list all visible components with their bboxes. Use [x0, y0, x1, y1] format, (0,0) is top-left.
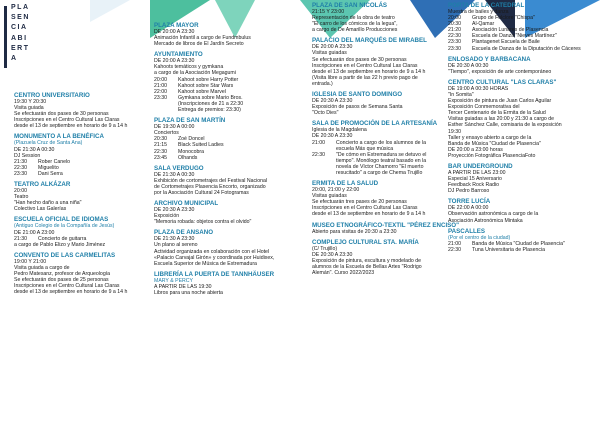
venue-detail-line: Banda de Música "Ciudad de Plasencia" — [448, 140, 541, 147]
schedule-time: 22:30 — [448, 246, 461, 253]
venue-detail-line: a cargo de De Amarillo Producciones — [312, 27, 398, 34]
schedule-time: 22:30 — [14, 164, 27, 171]
schedule-activity: Rober Canelo — [38, 158, 71, 165]
venue-title: ERMITA DE LA SALUD — [312, 180, 379, 188]
venue-detail-line: 20:00 — [14, 188, 27, 195]
schedule-activity: Escuela de Danza de la Diputación de Cáceres — [472, 45, 581, 52]
venue-title: MUSEO ETNOGRÁFICO-TEXTIL "PÉREZ ENCISO" — [312, 221, 460, 229]
venue-section — [312, 91, 460, 116]
venue-detail-line: DE 20:30 A 23:30 — [154, 207, 195, 214]
schedule-activity: resucitado" a cargo de Chema Trujillo — [336, 169, 423, 176]
venue-detail-line: Taller y ensayo abierto a cargo de la — [448, 134, 532, 141]
schedule-activity: "De cómo en Extremadura se detuvo el — [336, 151, 427, 158]
schedule-time: 23:30 — [448, 45, 461, 52]
venue-detail-line: Se efectuarán dos pases de 30 personas — [312, 56, 407, 63]
venue-section — [14, 252, 160, 296]
schedule-time: 23:30 — [154, 94, 167, 101]
venue-title: SALA VERDUGO — [154, 164, 204, 172]
venue-detail-line: Abierto para visitas de 20:30 a 23:30 — [312, 228, 397, 235]
schedule-time: 21:15 — [154, 142, 167, 149]
venue-detail-line: "El carro de los cómicos de la legua", — [312, 21, 398, 28]
venue-detail-line: Iglesia de la Magdalena — [312, 127, 367, 134]
venue-detail-line: DE 22:00 A 00:00 — [448, 205, 489, 212]
venue-section — [154, 51, 304, 113]
schedule-time: 21:00 — [312, 139, 325, 146]
schedule-activity: Dani Serra — [38, 170, 63, 177]
venue-title: PLAZA DE SAN MARTÍN — [154, 117, 226, 125]
venue-subtitle: (Por el centro de la ciudad) — [448, 234, 511, 241]
venue-detail-line: 19:30 — [448, 128, 461, 135]
venue-detail-line: "Tiempo", exposición de arte contemporáneo — [448, 68, 552, 75]
schedule-time: 20:00 — [154, 76, 167, 83]
venue-detail-line: "Octo Dies" — [312, 110, 339, 117]
schedule-activity: Tuna Universitaria de Plasencia — [472, 246, 546, 253]
venue-title: TEATRO ALKÁZAR — [14, 181, 71, 189]
venue-detail-line: Visitas guiadas — [312, 193, 347, 200]
schedule-activity: Olhands — [178, 154, 198, 161]
venue-subtitle: MARY & PERCY — [154, 277, 194, 284]
venue-title: ENLOSADO Y BARBACANA — [448, 55, 531, 63]
schedule-time — [312, 170, 336, 176]
venue-detail-line: DE 19:00 A 00:30 HORAS — [448, 85, 509, 92]
venue-detail-line: Exposición Conmemorativa del — [448, 104, 520, 111]
venue-detail-line: DE 20:30 A 00:30 — [448, 62, 489, 69]
program-column-4 — [448, 2, 596, 257]
program-column-3 — [312, 2, 460, 280]
logo-line: SEN — [11, 14, 30, 21]
venue-detail-line: DE 19:30 A 00:00 — [154, 124, 195, 131]
schedule-time: 22:30 — [448, 33, 461, 40]
venue-detail-line: Visitas guiadas a las 20:00 y 21:30 a cargo de — [448, 116, 555, 123]
venue-detail-line: DE 20:30 A 23:30 — [312, 251, 353, 258]
venue-title: SALA DE PROMOCIÓN DE LA ARTESANÍA — [312, 120, 438, 128]
venue-section — [14, 216, 160, 247]
venue-section — [154, 200, 304, 225]
venue-title: COMPLEJO CULTURAL STA. MARÍA — [312, 238, 419, 246]
venue-detail-line: Exposición de pintura, escultura y modelado de — [312, 257, 422, 264]
schedule-time: 21:30 — [14, 235, 27, 242]
venue-detail-line: "Memoria robada: objetos contra el olvido" — [154, 219, 252, 226]
venue-detail-line: desde el 13 de septiembre en horario de 9 a 14 h — [312, 68, 426, 75]
schedule-activity: Entrega de premios: 23:30) — [178, 107, 241, 114]
schedule-activity: Zoé Doncel — [178, 136, 205, 143]
venue-detail-line: «Palacio Carvajal Girón» y coordinada por Huidixex, — [154, 254, 275, 261]
venue-detail-line: Exposición — [154, 213, 180, 220]
venue-detail-line: Proyección Fotográfica PlasenciaFoto — [448, 152, 536, 159]
venue-detail-line: Esther Sánchez Calle, comisaria de la exposición — [448, 122, 562, 129]
venue-detail-line: Un plano al sereno — [154, 242, 198, 249]
venue-title: CENTRO UNIVERSITARIO — [14, 92, 90, 99]
venue-detail-line: A PARTIR DE LAS 23:00 — [448, 169, 506, 176]
venue-detail-line: "Han hecho daño a una niña" — [14, 200, 82, 207]
venue-section — [154, 22, 304, 47]
venue-detail-line: Exposición de pintura de Juan Carlos Aguilar — [448, 98, 552, 105]
venue-section — [448, 2, 596, 52]
schedule-activity: Miguelito — [38, 164, 59, 171]
venue-detail-line: Kahoots temáticos y gymkana — [154, 64, 224, 71]
venue-detail-line: Observación astronómica a cargo de la — [448, 211, 539, 218]
venue-detail-line: Inscripciones en el Centro Cultural Las Claras — [14, 117, 120, 124]
venue-detail-line: Se efectuarán tres pases de 20 personas — [312, 199, 407, 206]
venue-detail-line: DE 20:30 A 23:30 — [312, 98, 353, 105]
venue-section — [14, 133, 160, 177]
schedule-time: 21:00 — [448, 240, 461, 247]
schedule-activity: Concierto a cargo de los alumnos de la — [336, 139, 426, 146]
schedule-activity: Banda de Música "Ciudad de Plasencia" — [472, 240, 565, 247]
venue-detail-line: 19:30 Y 20:30 — [14, 99, 47, 105]
venue-detail-line: Visitas guiadas — [312, 50, 347, 57]
venue-detail-line: Visita guiada — [14, 105, 44, 112]
venue-detail-line: Exhibición de cortometrajes del Festival Nacional — [154, 177, 268, 184]
venue-detail-line: DE 21:30 A 23:30 — [154, 236, 195, 243]
venue-detail-line: Muestra de bailes y danza — [448, 9, 509, 15]
venue-detail-line: DE 21:30 A 00:30 — [154, 171, 195, 178]
venue-section — [448, 79, 596, 159]
venue-section — [448, 163, 596, 194]
venue-title: CENTRO CULTURAL "LAS CLARAS" — [448, 78, 557, 86]
schedule-time: 21:00 — [154, 82, 167, 89]
venue-detail-line: Actividad organizada en colaboración con el Hotel — [154, 248, 270, 255]
schedule-activity: Kahoot sobre Marvel — [178, 88, 226, 95]
venue-detail-line: desde el 13 de septiembre en horario de 9 a 14 h — [312, 211, 426, 218]
schedule-activity: (Inscripciones de 21 a 22:30 — [178, 100, 244, 107]
schedule-activity: Al-Qamar — [472, 21, 495, 28]
schedule-activity: Plantagenet Escuela de Baile — [472, 39, 540, 46]
schedule-activity: tiempo". Monólogo teatral basado en la — [336, 157, 427, 164]
schedule-activity: Kahoot sobre Harry Potter — [178, 76, 239, 83]
venue-detail-line: 21:15 Y 23:00 — [312, 9, 345, 15]
venue-detail-line: Exposición de pasos de Semana Santa — [312, 104, 403, 111]
venue-detail-line: DE 21:30 A 00:30 — [14, 146, 55, 153]
venue-detail-line: DE 20:00 A 23:30 — [154, 58, 195, 65]
schedule-row — [448, 247, 596, 253]
venue-title: ESCUELA OFICIAL DE IDIOMAS — [14, 216, 109, 224]
venue-detail-line: desde el 13 de septiembre en horario de 9 a 14 h — [14, 289, 128, 296]
schedule-time: 22:30 — [312, 151, 325, 158]
venue-title: TORRE LUCÍA — [448, 198, 491, 206]
venue-section — [312, 2, 460, 33]
logo-line: A — [11, 55, 18, 62]
venue-section — [312, 120, 460, 176]
venue-title: PASCALLES — [448, 227, 486, 235]
schedule-time: 20:30 — [448, 21, 461, 28]
schedule-activity: escuela Más que música — [336, 145, 394, 152]
venue-section — [312, 239, 460, 276]
venue-section — [448, 198, 596, 223]
venue-title: PLAZA DE ANSANO — [154, 229, 214, 237]
venue-title: CONVENTO DE LAS CARMELITAS — [14, 251, 116, 259]
venue-detail-line: Conciertos — [154, 130, 179, 137]
schedule-time: 23:30 — [14, 170, 27, 177]
schedule-time: 22:30 — [154, 148, 167, 155]
logo-line: PLA — [11, 4, 30, 11]
venue-detail-line: Tercer Centenario de la Ermita de la Salud — [448, 110, 546, 117]
venue-detail-line: DE 20:00 A 23:30 — [154, 29, 195, 35]
logo-line: ERT — [11, 45, 30, 52]
logo-line: CIA — [11, 24, 28, 31]
venue-section — [312, 222, 460, 235]
venue-detail-line: Inscripciones en el Centro Cultural Las Claras — [14, 283, 120, 290]
venue-title: MONUMENTO A LA BENÉFICA — [14, 133, 104, 141]
venue-detail-line: DJ Pedro Barroso — [448, 188, 490, 195]
venue-detail-line: a cargo de la Asociación Megagumi — [154, 70, 236, 77]
venue-detail-line: 20:00, 21:00 y 22:00 — [312, 187, 360, 194]
program-column-2 — [154, 22, 304, 300]
schedule-activity: Black Suited Ladies — [178, 142, 224, 149]
schedule-row — [448, 46, 596, 52]
venue-detail-line: Libros para una noche abierta — [154, 290, 223, 296]
schedule-activity: Escuela de Danza "Nieves Martínez" — [472, 33, 557, 40]
schedule-time: 21:20 — [448, 27, 461, 34]
venue-section — [154, 229, 304, 266]
venue-detail-line: alumnos de la Escuela de Bellas Artes "Rodrigo — [312, 263, 422, 270]
venue-detail-line: Animación Infantil a cargo de Fundmbulus — [154, 35, 251, 42]
venue-detail-line: DE 20:00 a 23:00 horas — [448, 146, 503, 153]
venue-detail-line: A PARTIR DE LAS 19:30 — [154, 283, 212, 290]
venue-section — [448, 228, 596, 253]
venue-detail-line: Visita guiada a cargo de — [14, 264, 70, 271]
schedule-time — [154, 107, 178, 113]
venue-detail-line: Feedback Rock Radio — [448, 182, 500, 189]
schedule-time: 21:30 — [14, 158, 27, 165]
venue-detail-line: Especial 15 Aniversario — [448, 176, 502, 183]
venue-detail-line: Se efectuarán dos pases de 25 personas — [14, 277, 109, 284]
venue-detail-line: (Visita libre a partir de las 22 h previo pago de — [312, 74, 418, 81]
venue-section — [312, 37, 460, 87]
schedule-row — [14, 171, 160, 177]
venue-title: ARCHIVO MUNICIPAL — [154, 200, 219, 208]
venue-section — [154, 165, 304, 196]
schedule-time: 22:00 — [154, 88, 167, 95]
venue-detail-line: a cargo de Pablo Elizo y Mario Jiménez — [14, 241, 106, 248]
venue-detail-line: Se efectuarán dos pases de 30 personas — [14, 111, 109, 118]
venue-section — [312, 180, 460, 217]
logo-line: ABI — [11, 35, 28, 42]
venue-detail-line: Inscripciones en el Centro Cultural Las Claras — [312, 62, 418, 69]
schedule-time: 23:30 — [448, 39, 461, 46]
venue-detail-line: Asociación Astronómica Mintaka — [448, 217, 523, 224]
venue-detail-line: por la Asociación Cultural 24 Fotogramas — [154, 189, 249, 196]
venue-detail-line: DE 20:00 A 23:30 — [312, 44, 353, 51]
schedule-time: 20:00 — [448, 15, 461, 22]
venue-title: IGLESIA DE SANTO DOMINGO — [312, 91, 403, 99]
venue-detail-line: desde el 13 de septiembre en horario de 9 a 14 h — [14, 123, 128, 130]
venue-detail-line: Teatro — [14, 194, 29, 201]
venue-subtitle: (Plazuela Cruz de Santa Ana) — [14, 140, 83, 147]
venue-detail-line: Pedro Matesanz, profesor de Arqueología — [14, 270, 111, 277]
venue-title: PALACIO DEL MARQUÉS DE MIRABEL — [312, 37, 427, 45]
venue-title: PORTA DE LA CATEDRAL — [448, 2, 525, 9]
venue-detail-line: Representación de la obra de teatro — [312, 15, 395, 22]
venue-section — [154, 271, 304, 296]
schedule-activity: Kahoot sobre Star Wars — [178, 82, 234, 89]
schedule-row — [154, 155, 304, 161]
schedule-activity: novela de Víctor Chamorro "El muerto — [336, 163, 424, 170]
venue-detail-line: DE 21:00 A 23:00 — [14, 229, 55, 236]
venue-detail-line: Colectivo Las Galerías — [14, 206, 67, 213]
venue-subtitle: (Antiguo Colegio de la Compañía de Jesús) — [14, 223, 115, 230]
venue-title: BAR UNDERGROUND — [448, 162, 513, 170]
schedule-row — [154, 107, 304, 113]
venue-detail-line: DE 20:30 A 23:30 — [312, 133, 353, 140]
plasencia-abierta-logo — [2, 2, 42, 80]
schedule-time: 23:45 — [154, 154, 167, 161]
schedule-time: 20:30 — [154, 136, 167, 143]
venue-detail-line: DJ Session — [14, 152, 41, 159]
venue-detail-line: "In Somita" — [448, 91, 474, 98]
venue-detail-line: Escuela Superior de Música de Extremadura — [154, 260, 257, 267]
venue-detail-line: 19:00 Y 21:00 — [14, 258, 47, 265]
schedule-activity: Concierto de guitarra — [38, 235, 87, 242]
venue-detail-line: entrada.) — [312, 80, 333, 87]
schedule-activity: Monocobra — [178, 148, 204, 155]
schedule-activity: Grupo de Folclore "Chispa" — [472, 15, 535, 22]
venue-detail-line: Alemán". Curso 2022/2023 — [312, 270, 375, 276]
venue-detail-line: de Cortometrajes Plasencia Encorto, organizado — [154, 183, 266, 190]
venue-detail-line: Mercado de libros de El Jardín Secreto — [154, 41, 244, 48]
venue-section — [448, 56, 596, 75]
program-column-1 — [14, 92, 160, 299]
venue-detail-line: (C/ Trujillo) — [312, 245, 338, 252]
venue-section — [14, 181, 160, 212]
schedule-activity: Asociación Lunares de Plasencia — [472, 27, 549, 34]
venue-title: AYUNTAMIENTO — [154, 51, 203, 59]
venue-title: PLAZA MAYOR — [154, 22, 199, 29]
venue-title: PLAZA DE SAN NICOLÁS — [312, 2, 388, 9]
venue-detail-line: Inscripciones en el Centro Cultural Las Claras — [312, 205, 418, 212]
venue-section — [14, 92, 160, 129]
schedule-row — [312, 170, 460, 176]
schedule-activity: Gymkana sobre Mario Bros. — [178, 94, 243, 101]
venue-title: LIBRERÍA LA PUERTA DE TANNHÄUSER — [154, 270, 275, 278]
venue-section — [154, 117, 304, 161]
